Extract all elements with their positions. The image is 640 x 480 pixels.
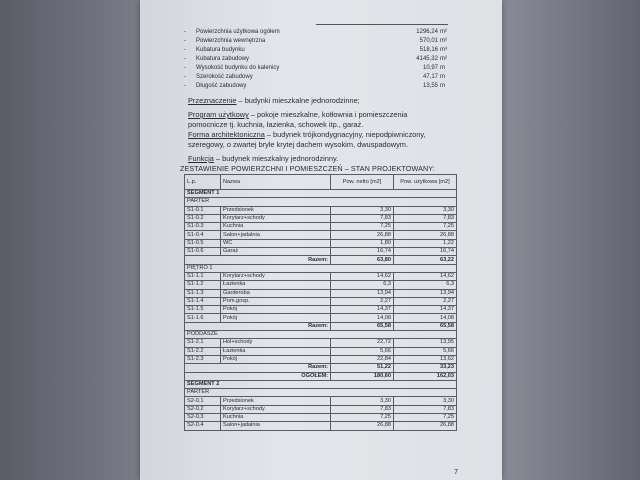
document-page [140, 0, 502, 480]
cell-uzytkowa: 26,88 [394, 422, 457, 430]
text-funkcja: – budynek mieszkalny jednorodzinny. [213, 154, 339, 163]
cell-lp: S1-0.1 [185, 206, 221, 214]
cell-lp: S2-0.4 [185, 422, 221, 430]
table-row [185, 289, 457, 297]
cell-lp: S1-0.6 [185, 248, 221, 256]
spec-unit: m² [440, 29, 447, 35]
floor-row [185, 264, 457, 272]
cell-lp: S1-1.6 [185, 314, 221, 322]
cell-uzytkowa: 14,37 [394, 306, 457, 314]
cell-lp: S1-1.2 [185, 281, 221, 289]
table-row [185, 239, 457, 247]
floor-row [185, 198, 457, 206]
cell-nazwa: Korytarz+schody [221, 214, 331, 222]
term-funkcja: Funkcja [188, 154, 214, 163]
cell-uzytkowa: 13,95 [394, 339, 457, 347]
spec-label: Powierzchnia użytkowa ogółem [196, 29, 280, 35]
cell-netto: 7,83 [331, 405, 394, 413]
bullet-dash: - [184, 38, 186, 44]
term-forma: Forma architektoniczna [188, 130, 265, 139]
spec-unit: m [440, 74, 445, 80]
bullet-dash: - [184, 47, 186, 53]
cell-netto: 1,80 [331, 239, 394, 247]
cell-nazwa: Garderoba [221, 289, 331, 297]
table-row [185, 306, 457, 314]
cell-netto: 7,25 [331, 414, 394, 422]
total-label: Razem: [185, 256, 331, 264]
spec-unit: m [440, 83, 445, 89]
spec-unit: m² [440, 56, 447, 62]
total-row [185, 364, 457, 372]
bullet-dash: - [184, 56, 186, 62]
cell-lp: S1-1.3 [185, 289, 221, 297]
spec-label: Wysokość budynku do kalenicy [196, 65, 280, 71]
paragraph-program [188, 110, 458, 130]
spec-unit: m² [440, 38, 447, 44]
spec-value: 10,97 [422, 65, 438, 71]
spec-label: Długość zabudowy [196, 83, 247, 89]
cell-uzytkowa: 16,74 [394, 248, 457, 256]
spec-value: 1296,24 [416, 29, 438, 35]
paragraph-forma [188, 130, 458, 150]
term-przeznaczenie: Przeznaczenie [188, 96, 237, 105]
cell-nazwa: Kuchnia [221, 414, 331, 422]
cell-nazwa: Garaż [221, 248, 331, 256]
cell-lp: S1-1.4 [185, 297, 221, 305]
cell-uzytkowa: 3,30 [394, 397, 457, 405]
spec-label: Kubatura zabudowy [196, 56, 250, 62]
cell-nazwa: Pokój [221, 306, 331, 314]
cell-uzytkowa: 7,83 [394, 214, 457, 222]
header-pow-uzytkowa: Pow. użytkowa [m2] [394, 175, 457, 190]
text-forma-1: – budynek trójkondygnacyjny, niepodpiwniczony, [264, 130, 426, 139]
specs-divider [316, 24, 448, 25]
cell-netto: 22,84 [331, 355, 394, 363]
table-row [185, 422, 457, 430]
text-program-1: – pokoje mieszkalne, kotłownia i pomieszczenia [248, 110, 408, 119]
background-right [498, 0, 640, 480]
spec-label: Powierzchnia wewnętrzna [196, 38, 266, 44]
table-row [185, 281, 457, 289]
spec-value: 570,01 [419, 38, 438, 44]
floor-row [185, 331, 457, 339]
cell-nazwa: Przedsionek [221, 206, 331, 214]
cell-netto: 16,74 [331, 248, 394, 256]
table-header-row [185, 175, 457, 190]
cell-uzytkowa: 2,27 [394, 297, 457, 305]
total-netto: 63,80 [331, 256, 394, 264]
cell-uzytkowa: 1,22 [394, 239, 457, 247]
floor-label: PODDASZE [185, 331, 457, 339]
spec-row [184, 46, 454, 55]
cell-netto: 22,72 [331, 339, 394, 347]
spec-unit: m [440, 65, 445, 71]
cell-netto: 5,66 [331, 347, 394, 355]
spec-label: Szerokość zabudowy [196, 74, 253, 80]
cell-netto: 14,37 [331, 306, 394, 314]
bullet-dash: - [184, 83, 186, 89]
total-row [185, 256, 457, 264]
cell-uzytkowa: 5,66 [394, 347, 457, 355]
table-row [185, 405, 457, 413]
table-row [185, 297, 457, 305]
cell-nazwa: Kuchnia [221, 223, 331, 231]
total-row [185, 322, 457, 330]
segment-row [185, 380, 457, 388]
total-uzytkowa: 63,22 [394, 256, 457, 264]
table-row [185, 223, 457, 231]
total-uzytkowa: 33,23 [394, 364, 457, 372]
table-row [185, 397, 457, 405]
spec-value: 47,17 [422, 74, 438, 80]
cell-netto: 7,83 [331, 214, 394, 222]
spec-row [184, 55, 454, 64]
spec-row [184, 73, 454, 82]
spec-value: 4145,32 [416, 56, 438, 62]
cell-uzytkowa: 7,25 [394, 414, 457, 422]
header-nazwa: Nazwa [221, 175, 331, 190]
table-row [185, 214, 457, 222]
cell-netto: 14,62 [331, 272, 394, 280]
cell-nazwa: Łazienka [221, 281, 331, 289]
bullet-dash: - [184, 29, 186, 35]
spec-label: Kubatura budynku [196, 47, 245, 53]
cell-netto: 14,08 [331, 314, 394, 322]
table-row [185, 347, 457, 355]
bullet-dash: - [184, 65, 186, 71]
cell-lp: S2-0.2 [185, 405, 221, 413]
paragraph-funkcja [188, 154, 458, 164]
rooms-table [184, 174, 457, 431]
term-program: Program użytkowy [188, 110, 249, 119]
cell-lp: S1-1.5 [185, 306, 221, 314]
cell-lp: S1-0.4 [185, 231, 221, 239]
spec-value: 518,16 [419, 47, 438, 53]
total-netto: 180,60 [331, 372, 394, 380]
cell-nazwa: Łazienka [221, 347, 331, 355]
cell-nazwa: Pokój [221, 355, 331, 363]
cell-netto: 3,30 [331, 397, 394, 405]
total-label: Razem: [185, 364, 331, 372]
spec-row [184, 28, 454, 37]
floor-label: PIĘTRO 1 [185, 264, 457, 272]
table-row [185, 272, 457, 280]
table-row [185, 339, 457, 347]
cell-netto: 13,94 [331, 289, 394, 297]
total-netto: 65,58 [331, 322, 394, 330]
text-przeznaczenie: – budynki mieszkalne jednorodzinne; [236, 96, 360, 105]
cell-nazwa: Przedsionek [221, 397, 331, 405]
cell-uzytkowa: 14,62 [394, 272, 457, 280]
segment-row [185, 190, 457, 198]
cell-nazwa: WC [221, 239, 331, 247]
spec-value: 13,55 [422, 83, 438, 89]
cell-uzytkowa: 14,08 [394, 314, 457, 322]
cell-lp: S1-1.1 [185, 272, 221, 280]
cell-lp: S2-0.1 [185, 397, 221, 405]
paragraph-przeznaczenie [188, 96, 458, 106]
total-label: Razem: [185, 322, 331, 330]
floor-row [185, 389, 457, 397]
cell-netto: 2,27 [331, 297, 394, 305]
table-row [185, 314, 457, 322]
cell-nazwa: Korytarz+schody [221, 272, 331, 280]
cell-lp: S2-0.3 [185, 414, 221, 422]
spec-row [184, 82, 454, 91]
cell-uzytkowa: 6,3 [394, 281, 457, 289]
segment-label: SEGMENT 2 [185, 380, 457, 388]
spec-row [184, 37, 454, 46]
cell-lp: S1-0.2 [185, 214, 221, 222]
cell-nazwa: Hol+schody [221, 339, 331, 347]
cell-netto: 26,88 [331, 422, 394, 430]
cell-nazwa: Salon+jadalnia [221, 231, 331, 239]
cell-uzytkowa: 13,94 [394, 289, 457, 297]
cell-nazwa: Pokój [221, 314, 331, 322]
total-netto: 51,22 [331, 364, 394, 372]
total-row [185, 372, 457, 380]
cell-netto: 3,30 [331, 206, 394, 214]
table-row [185, 248, 457, 256]
text-program-2: pomocnicze tj. kuchnia, łazienka, schowek itp., garaż. [188, 120, 364, 129]
cell-lp: S1-0.3 [185, 223, 221, 231]
table-row [185, 355, 457, 363]
background-left [0, 0, 146, 480]
cell-uzytkowa: 26,88 [394, 231, 457, 239]
cell-uzytkowa: 3,30 [394, 206, 457, 214]
total-uzytkowa: 162,03 [394, 372, 457, 380]
cell-uzytkowa: 7,83 [394, 405, 457, 413]
cell-netto: 26,88 [331, 231, 394, 239]
page-number: 7 [454, 469, 458, 476]
segment-label: SEGMENT 1 [185, 190, 457, 198]
table-heading: ZESTAWIENIE POWIERZCHNI I POMIESZCZEŃ – STAN PROJEKTOWANY: [180, 164, 435, 173]
cell-nazwa: Korytarz+schody [221, 405, 331, 413]
bullet-dash: - [184, 74, 186, 80]
table-row [185, 206, 457, 214]
table-row [185, 414, 457, 422]
header-pow-netto: Pow. netto [m2] [331, 175, 394, 190]
text-forma-2: szeregowy, o zwartej bryle krytej dachem wysokim, dwuspadowym. [188, 140, 409, 149]
cell-netto: 7,25 [331, 223, 394, 231]
cell-nazwa: Pom.gosp. [221, 297, 331, 305]
cell-uzytkowa: 7,25 [394, 223, 457, 231]
cell-nazwa: Salon+jadalnia [221, 422, 331, 430]
header-lp: L.p. [185, 175, 221, 190]
cell-netto: 6,3 [331, 281, 394, 289]
spec-row [184, 64, 454, 73]
total-uzytkowa: 65,58 [394, 322, 457, 330]
cell-lp: S1-2.3 [185, 355, 221, 363]
table-row [185, 231, 457, 239]
cell-uzytkowa: 13,62 [394, 355, 457, 363]
floor-label: PARTER [185, 198, 457, 206]
cell-lp: S1-2.1 [185, 339, 221, 347]
spec-unit: m³ [440, 47, 447, 53]
cell-lp: S1-2.2 [185, 347, 221, 355]
total-label: OGÓŁEM: [185, 372, 331, 380]
floor-label: PARTER [185, 389, 457, 397]
cell-lp: S1-0.5 [185, 239, 221, 247]
